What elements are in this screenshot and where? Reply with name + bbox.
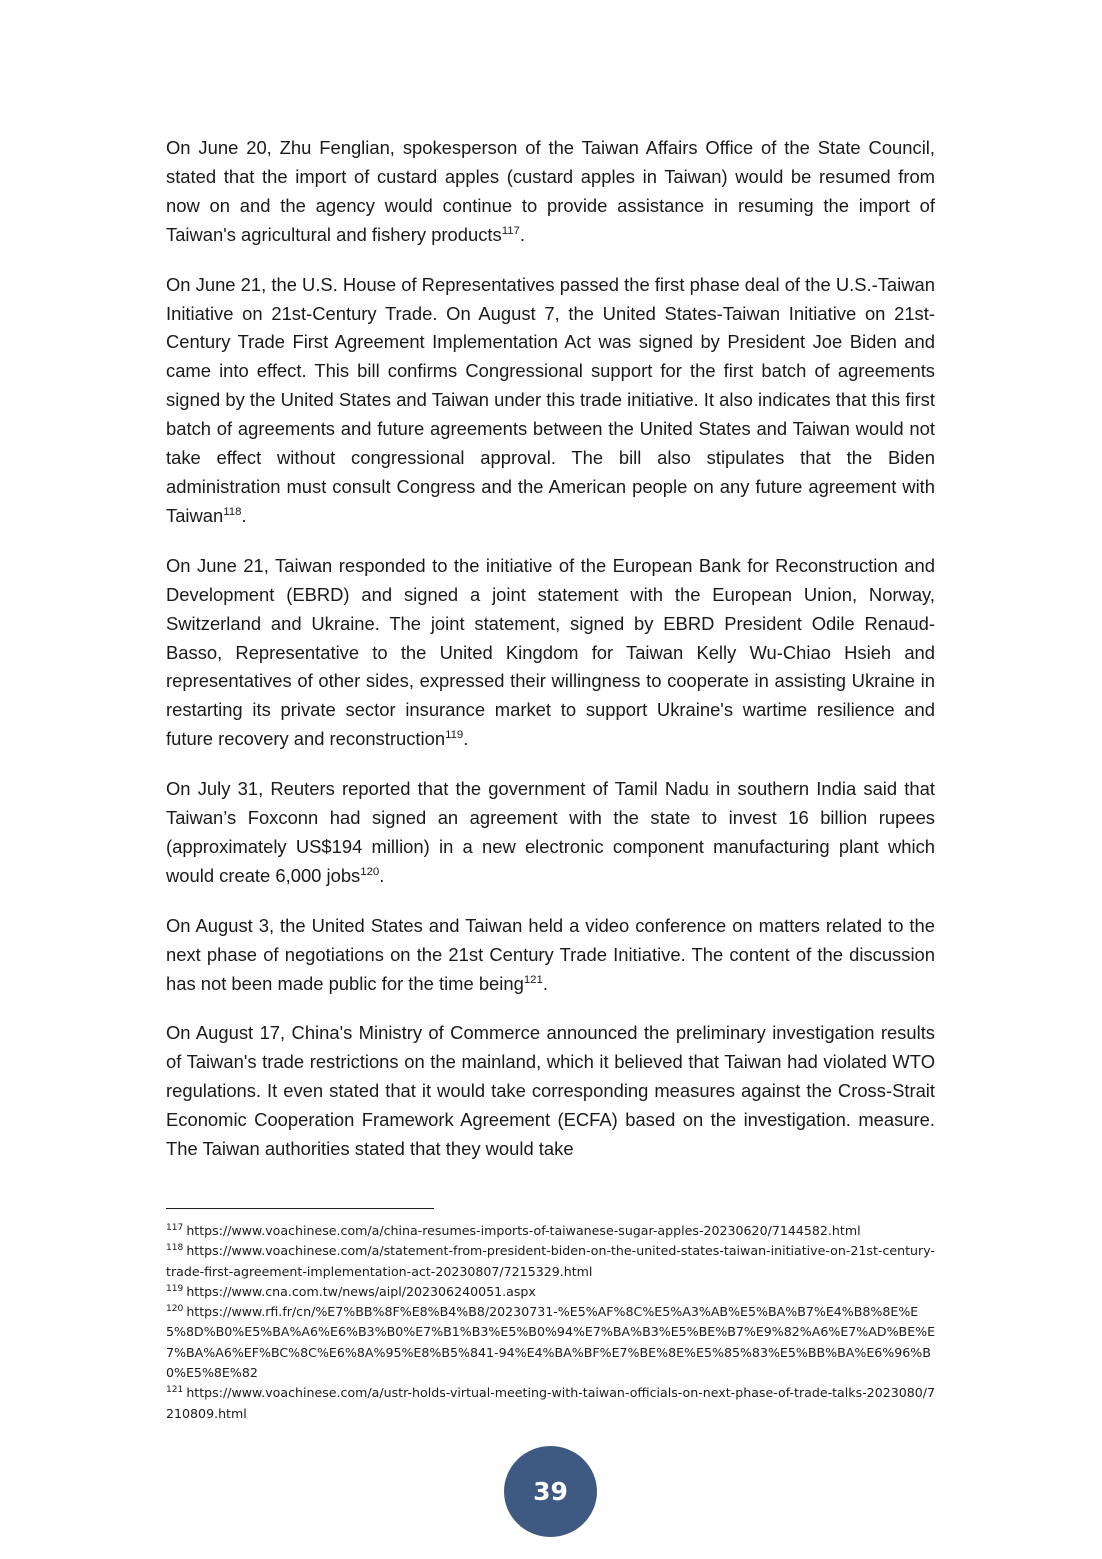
footnote-number: 121 — [166, 1385, 184, 1396]
footnote-117 — [166, 1221, 936, 1241]
paragraph-ebrd-statement — [166, 552, 935, 754]
footnote-121 — [166, 1383, 936, 1424]
paragraph-end-punctuation: . — [542, 972, 548, 994]
footnote-number: 120 — [166, 1304, 184, 1314]
footnote-separator — [166, 1208, 434, 1209]
paragraph-end-punctuation: . — [379, 864, 385, 886]
paragraph-us-taiwan-initiative — [166, 271, 935, 531]
footnote-link[interactable]: https://www.voachinese.com/a/china-resumes-imports-of-taiwanese-sugar-apples-20230620/7144582.html — [186, 1223, 861, 1238]
footnote-reference[interactable]: 119 — [445, 729, 464, 742]
footnote-120 — [166, 1302, 936, 1383]
page-body — [166, 134, 935, 1185]
paragraph-end-punctuation: . — [463, 728, 469, 750]
page-number-badge — [504, 1446, 597, 1537]
paragraph-text: On August 17, China's Ministry of Commerce announced the preliminary investigation results of Taiwan's trade restrictions on the mainland, which it believed that Taiwan had violated WTO regulations. It even stated that it would take corresponding measures against the Cross-Strait Economic Cooperation Framework Agreement (ECFA) based on the investigation. measure. The Taiwan authorities stated that they would take — [166, 1022, 935, 1160]
paragraph-end-punctuation: . — [519, 223, 526, 245]
footnote-reference[interactable]: 117 — [501, 224, 520, 237]
footnote-reference[interactable]: 120 — [360, 865, 380, 878]
footnote-number: 119 — [166, 1283, 184, 1294]
footnote-reference[interactable]: 118 — [223, 505, 242, 518]
paragraph-foxconn-india — [166, 775, 935, 891]
paragraph-end-punctuation: . — [241, 504, 247, 526]
paragraph-text: On July 31, Reuters reported that the government of Tamil Nadu in southern India said that Taiwan’s Foxconn had signed an agreement with the state to invest 16 billion rupees (approximately US$194 million) in a new electronic component manufacturing plant which would create 6,000 jobs — [166, 778, 935, 886]
footnote-118 — [166, 1241, 936, 1282]
footnotes — [166, 1221, 936, 1424]
page-number: 39 — [533, 1477, 568, 1506]
paragraph-text: On June 21, Taiwan responded to the initiative of the European Bank for Reconstruction and Development (EBRD) and signed a joint statement with the European Union, Norway, Switzerland and Ukraine. The joint statement, signed by EBRD President Odile Renaud-Basso, Representative to the United Kingdom for Taiwan Kelly Wu-Chiao Hsieh and representatives of other sides, expressed their willingness to cooperate in assisting Ukraine in restarting its private sector insurance market to support Ukraine's wartime resilience and future recovery and reconstruction — [166, 554, 935, 750]
footnote-reference[interactable]: 121 — [523, 973, 543, 986]
footnote-link[interactable]: https://www.cna.com.tw/news/aipl/202306240051.aspx — [186, 1283, 536, 1299]
footnote-link[interactable]: https://www.voachinese.com/a/statement-from-president-biden-on-the-united-states-taiwan-initiative-on-21st-century-trade-first-agreement-implementation-act-20230807/7215329.html — [166, 1243, 935, 1279]
paragraph-video-conference — [166, 912, 935, 999]
footnote-link[interactable]: https://www.voachinese.com/a/ustr-holds-virtual-meeting-with-taiwan-officials-on-next-phase-of-trade-talks-2023080/7210809.html — [166, 1385, 936, 1421]
footnote-number: 117 — [166, 1222, 184, 1233]
footnote-number: 118 — [166, 1243, 184, 1254]
footnote-link[interactable]: https://www.rfi.fr/cn/%E7%BB%8F%E8%B4%B8/20230731-%E5%AF%8C%E5%A3%AB%E5%BA%B7%E4%B8%8E%E5%8D%B0%E5%BA%A6%E6%B3%B0%E7%B1%B3%E5%B0%94%E7%BA%B3%E5%BE%B7%E9%82%A6%E7%AD%BE%E7%BA%A6%EF%BC%8C%E6%8A%95%E8%B5%841-94%E4%BA%BF%E7%BE%8E%E5%85%83%E5%BB%BA%E6%96%B0%E5%8E%82 — [166, 1304, 936, 1381]
paragraph-text: On June 20, Zhu Fenglian, spokesperson of the Taiwan Affairs Office of the State Council, stated that the import of custard apples (custard apples in Taiwan) would be resumed from now on and the agency would continue to provide assistance in resuming the import of Taiwan's agricultural and fishery products — [166, 137, 935, 245]
paragraph-text: On August 3, the United States and Taiwan held a video conference on matters related to the next phase of negotiations on the 21st Century Trade Initiative. The content of the discussion has not been made public for the time being — [166, 914, 935, 994]
paragraph-mofcom-investigation — [166, 1019, 935, 1164]
footnote-119 — [166, 1282, 936, 1302]
paragraph-custard-apples — [166, 134, 935, 250]
paragraph-text: On June 21, the U.S. House of Representatives passed the first phase deal of the U.S.-Taiwan Initiative on 21st-Century Trade. On August 7, the United States-Taiwan Initiative on 21st-Century Trade First Agreement Implementation Act was signed by President Joe Biden and came into effect. This bill confirms Congressional support for the first batch of agreements signed by the United States and Taiwan under this trade initiative. It also indicates that this first batch of agreements and future agreements between the United States and Taiwan would not take effect without congressional approval. The bill also stipulates that the Biden administration must consult Congress and the American people on any future agreement with Taiwan — [166, 273, 935, 526]
